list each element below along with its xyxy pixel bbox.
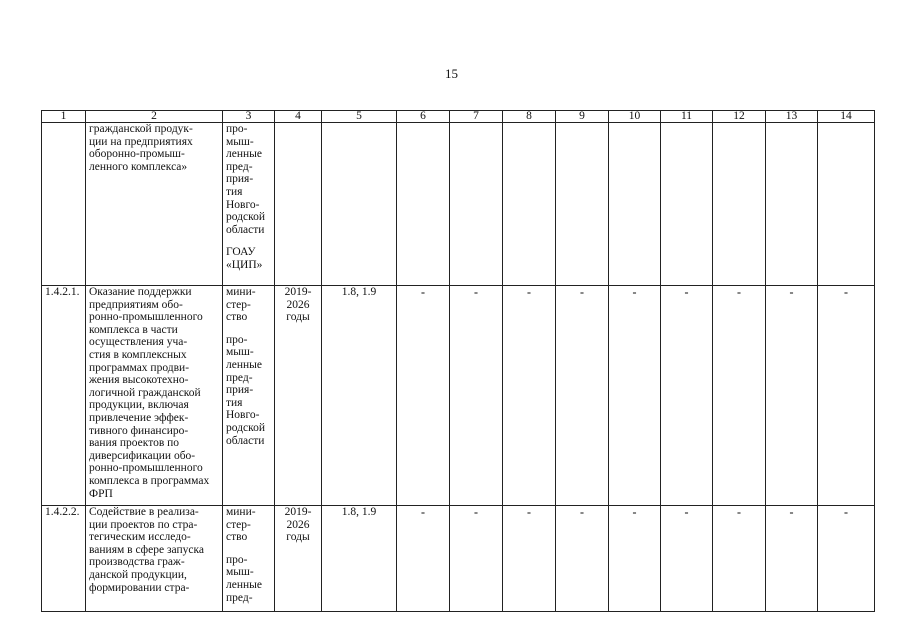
value-cell: - (661, 506, 713, 612)
executor-text: мини- стер- ство (226, 286, 256, 324)
table-body (42, 123, 875, 612)
col-header: 14 (818, 111, 875, 123)
term-cell: 2019- 2026 годы (275, 506, 322, 612)
value-cell: - (503, 286, 556, 506)
col-header: 6 (397, 111, 450, 123)
value-cell (661, 123, 713, 286)
value-cell (766, 123, 818, 286)
value-cell: - (818, 286, 875, 506)
value-cell: - (766, 506, 818, 612)
column-number-row (42, 111, 875, 123)
executor-text: мини- стер- ство (226, 506, 256, 544)
value-cell: - (450, 506, 503, 612)
item-name-cell: Содействие в реализа- ции проектов по стра- тегическим исследо- ваниям в сфере запуска производства граж- данской продукции, формировании стра- (86, 506, 223, 612)
value-cell (450, 123, 503, 286)
value-cell: - (397, 286, 450, 506)
term-cell (275, 123, 322, 286)
item-number-cell: 1.4.2.1. (42, 286, 86, 506)
value-cell: - (503, 506, 556, 612)
col-header: 10 (609, 111, 661, 123)
executor-text: про- мыш- ленные пред- (226, 553, 262, 604)
value-cell: - (713, 506, 766, 612)
executor-text: про- мыш- ленные пред- прия- тия Новго- родской области (226, 333, 266, 447)
program-table (41, 110, 875, 612)
executor-cell (223, 286, 275, 506)
value-cell: - (609, 506, 661, 612)
executor-cell (223, 123, 275, 286)
indicator-cell: 1.8, 1.9 (322, 506, 397, 612)
value-cell: - (661, 286, 713, 506)
col-header: 1 (42, 111, 86, 123)
value-cell: - (713, 286, 766, 506)
col-header: 3 (223, 111, 275, 123)
value-cell (556, 123, 609, 286)
executor-text: ГОАУ «ЦИП» (226, 246, 263, 271)
value-cell (609, 123, 661, 286)
value-cell: - (766, 286, 818, 506)
executor-cell (223, 506, 275, 612)
value-cell (397, 123, 450, 286)
value-cell: - (450, 286, 503, 506)
table-row (42, 123, 875, 286)
value-cell (818, 123, 875, 286)
col-header: 8 (503, 111, 556, 123)
table-row (42, 506, 875, 612)
executor-text: про- мыш- ленные пред- прия- тия Новго- родской области (226, 123, 266, 236)
value-cell (503, 123, 556, 286)
page-number: 15 (445, 66, 458, 81)
table-row (42, 286, 875, 506)
col-header: 5 (322, 111, 397, 123)
col-header: 12 (713, 111, 766, 123)
value-cell: - (609, 286, 661, 506)
col-header: 13 (766, 111, 818, 123)
value-cell: - (818, 506, 875, 612)
value-cell: - (397, 506, 450, 612)
indicator-cell: 1.8, 1.9 (322, 286, 397, 506)
value-cell: - (556, 286, 609, 506)
item-name-cell: гражданской продук- ции на предприятиях оборонно-промыш- ленного комплекса» (86, 123, 223, 286)
value-cell (713, 123, 766, 286)
item-number-cell: 1.4.2.2. (42, 506, 86, 612)
col-header: 7 (450, 111, 503, 123)
indicator-cell (322, 123, 397, 286)
col-header: 11 (661, 111, 713, 123)
item-number-cell (42, 123, 86, 286)
col-header: 2 (86, 111, 223, 123)
col-header: 9 (556, 111, 609, 123)
term-cell: 2019- 2026 годы (275, 286, 322, 506)
col-header: 4 (275, 111, 322, 123)
value-cell: - (556, 506, 609, 612)
item-name-cell: Оказание поддержки предприятиям обо- ронно-промышленного комплекса в части осуществления уча- стия в комплексных программах продви- жения высокотехно- логичной гражданской продукции, включая привлечение эффек- тивного финансиро- вания проектов по диверсификации обо- ронно-промышленного комплекса в программах ФРП (86, 286, 223, 506)
